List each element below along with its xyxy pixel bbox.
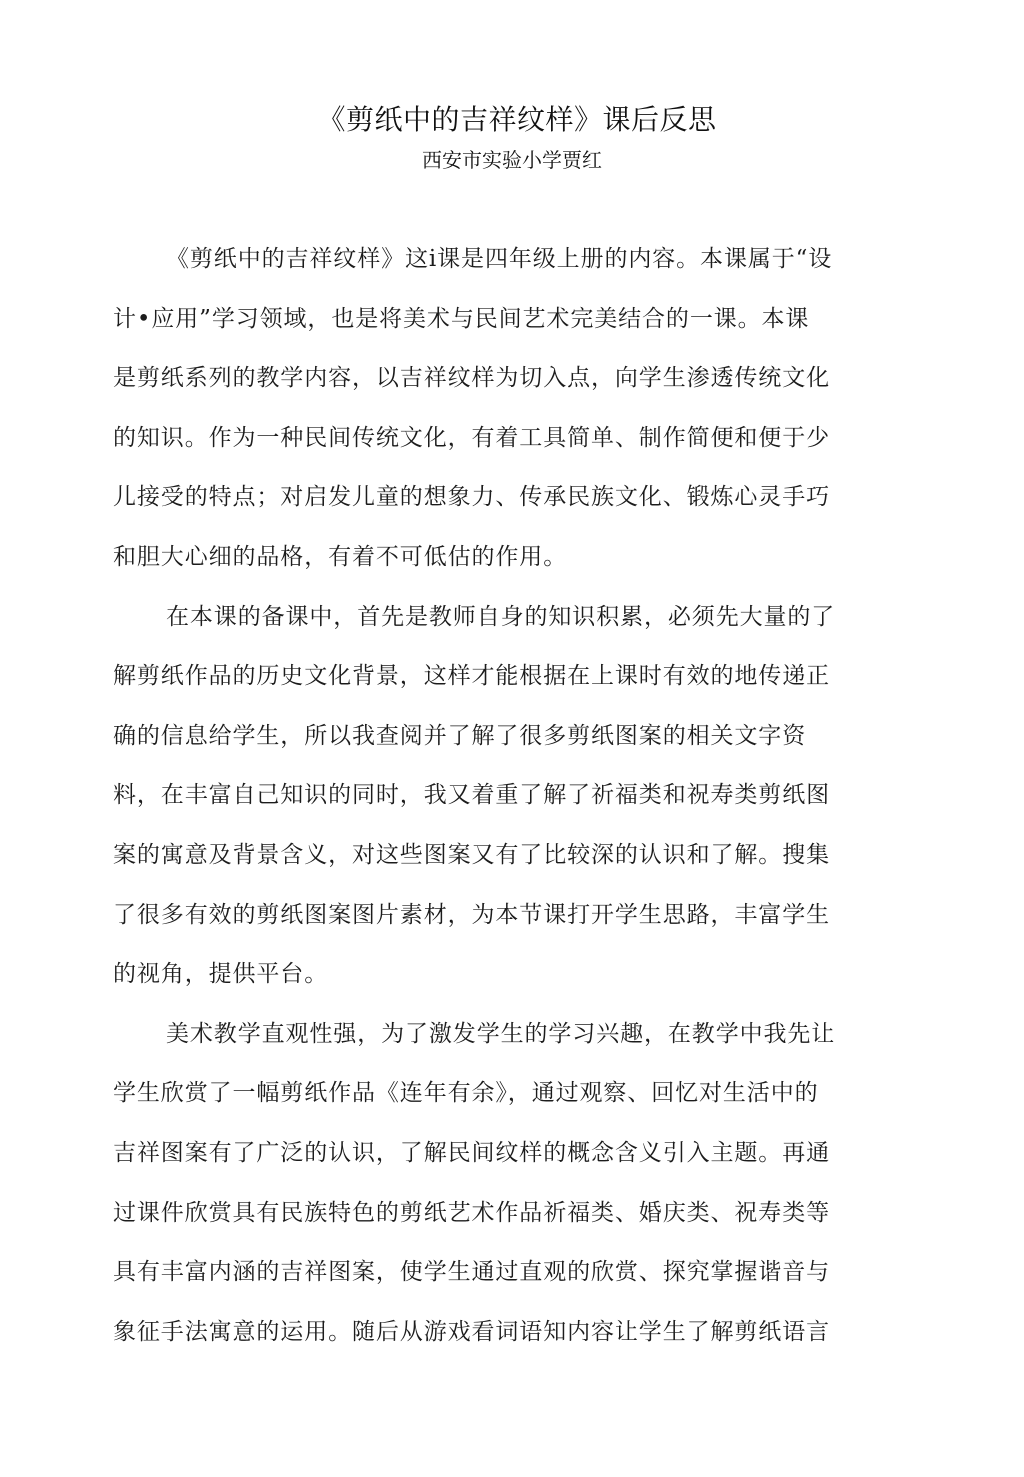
document-author: 西安市实验小学贾红 <box>422 148 602 172</box>
text-line: 在本课的备课中，首先是教师自身的知识积累，必须先大量的了 <box>166 603 836 630</box>
text-line: 解剪纸作品的历史文化背景，这样才能根据在上课时有效的地传递正 <box>113 663 830 690</box>
text-line: 料，在丰富自己知识的同时，我又着重了解了祈福类和祝寿类剪纸图 <box>113 782 830 809</box>
text-line: 的视角，提供平台。 <box>113 961 329 988</box>
text-line: 计•应用”学习领域，也是将美术与民间艺术完美结合的一课。本课 <box>113 305 810 332</box>
text-line: 和胆大心细的品格，有着不可低估的作用。 <box>113 543 568 570</box>
paragraph <box>113 230 903 588</box>
text-line: 吉祥图案有了广泛的认识，了解民间纹样的概念含义引入主题。再通 <box>113 1139 830 1166</box>
document-title: 《剪纸中的吉祥纹样》课后反思 <box>317 103 717 136</box>
paragraph <box>113 588 903 1005</box>
text-line: 案的寓意及背景含义，对这些图案又有了比较深的认识和了解。搜集 <box>113 841 830 868</box>
text-line: 学生欣赏了一幅剪纸作品《连年有余》，通过观察、回忆对生活中的 <box>113 1080 819 1107</box>
paragraph <box>113 1005 903 1363</box>
document-body <box>113 230 903 1362</box>
text-line: 确的信息给学生，所以我查阅并了解了很多剪纸图案的相关文字资 <box>113 722 807 749</box>
text-line: 的知识。作为一种民间传统文化，有着工具简单、制作简便和便于少 <box>113 424 830 451</box>
text-line: 美术教学直观性强，为了激发学生的学习兴趣，在教学中我先让 <box>166 1020 836 1047</box>
text-line: 具有丰富内涵的吉祥图案，使学生通过直观的欣赏、探究掌握谐音与 <box>113 1259 830 1286</box>
text-line: 象征手法寓意的运用。随后从游戏看词语知内容让学生了解剪纸语言 <box>113 1318 830 1345</box>
text-line: 了很多有效的剪纸图案图片素材，为本节课打开学生思路，丰富学生 <box>113 901 830 928</box>
text-line: 过课件欣赏具有民族特色的剪纸艺术作品祈福类、婚庆类、祝寿类等 <box>113 1199 830 1226</box>
text-line: 儿接受的特点；对启发儿童的想象力、传承民族文化、锻炼心灵手巧 <box>113 484 830 511</box>
text-line: 是剪纸系列的教学内容，以吉祥纹样为切入点，向学生渗透传统文化 <box>113 365 830 392</box>
text-line: 《剪纸中的吉祥纹样》这i课是四年级上册的内容。本课属于“设 <box>166 246 833 272</box>
